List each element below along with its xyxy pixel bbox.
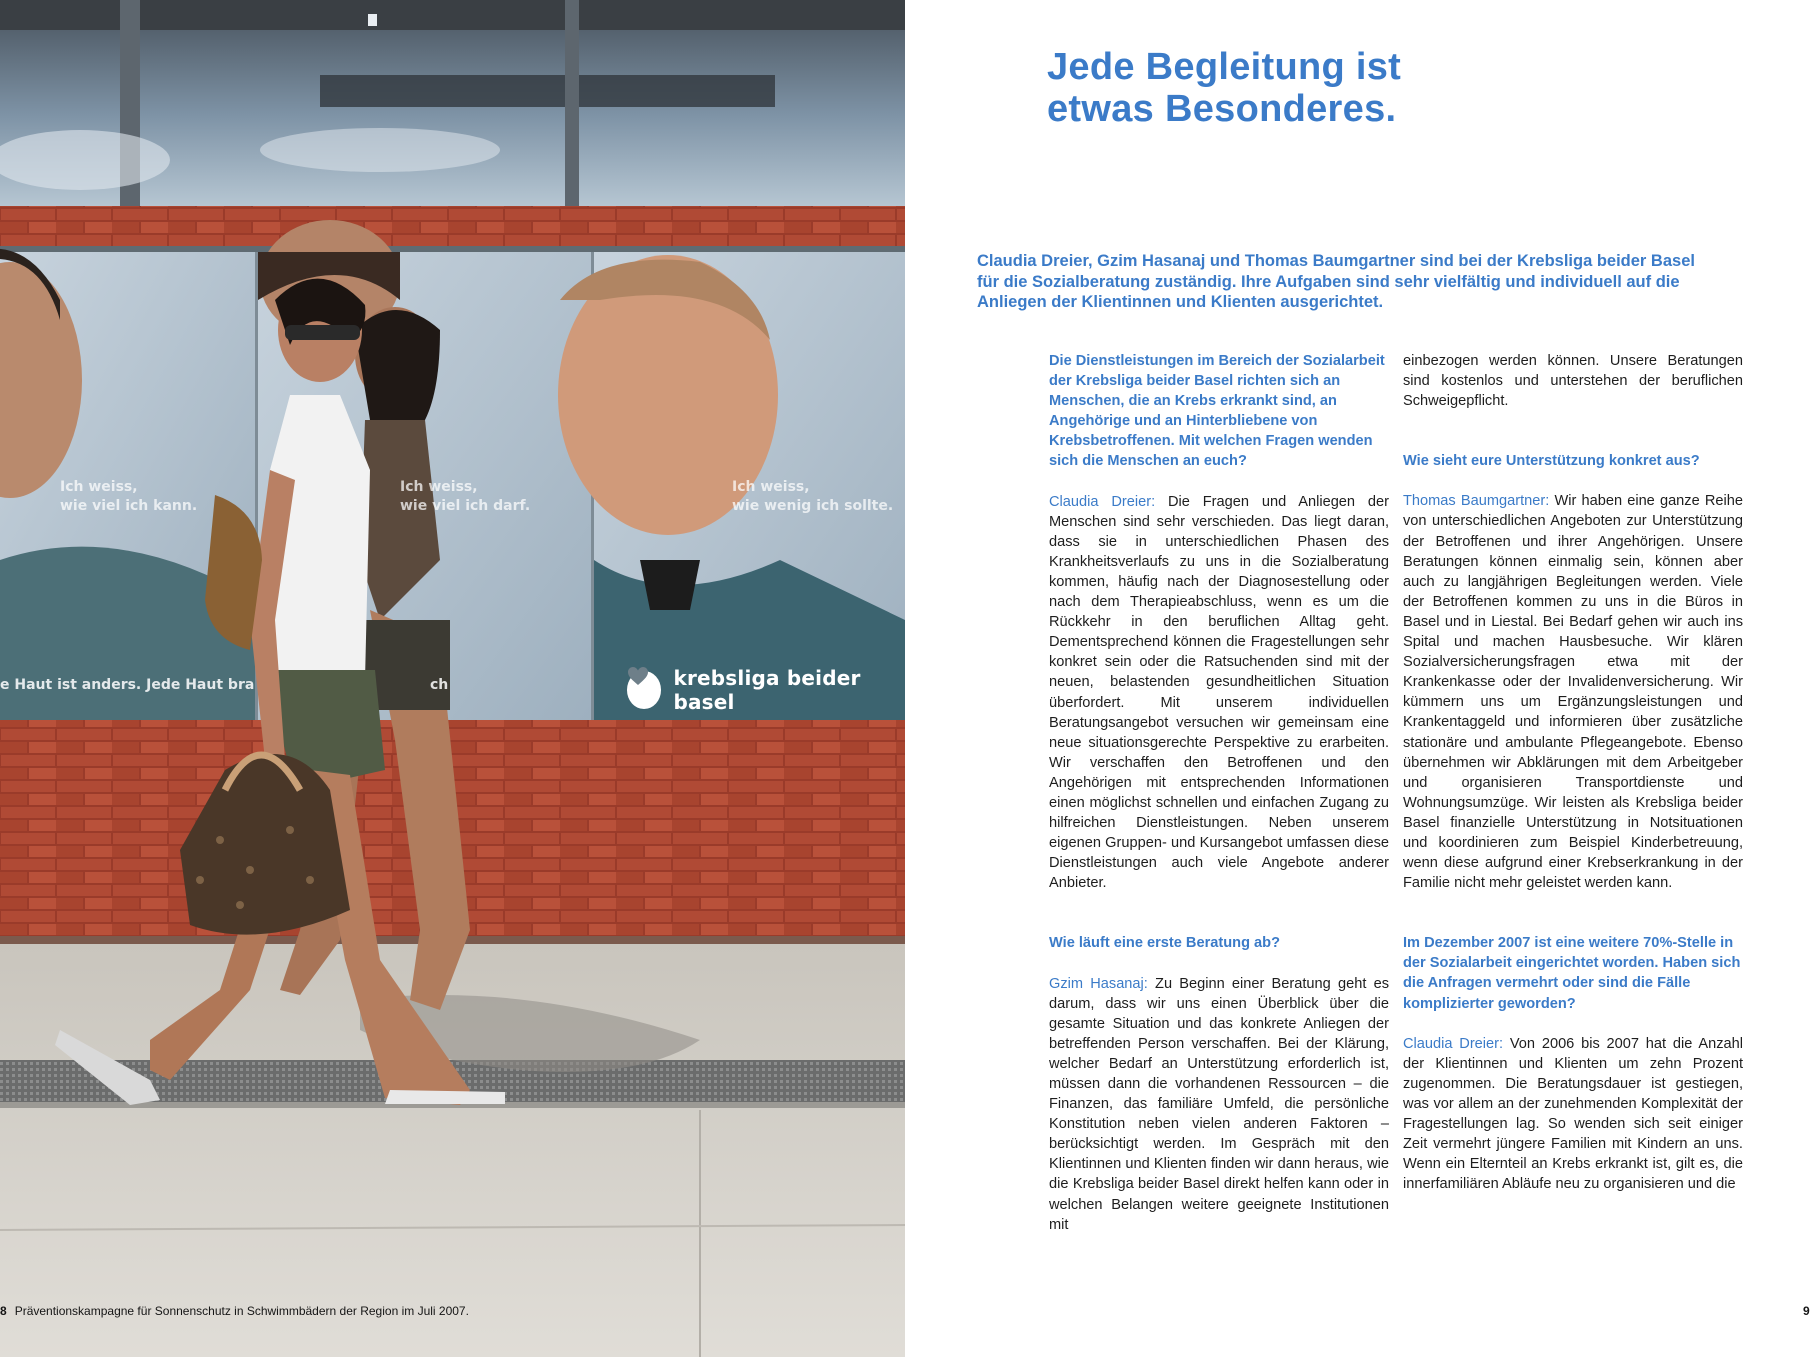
speaker-name: Claudia Dreier: — [1049, 493, 1156, 510]
answer-text: Wir haben eine ganze Reihe von unterschiedlichen Angeboten zur Unterstützung der Betroffenen und ihrer Angehörigen. Unsere Beratungen können einmalig sein, können aber auch zu langjährigen Begleitungen werden. Viele der Betroffenen kommen zu uns in die Büros in Basel und in Liestal. Bei Bedarf gehen wir auch ins Spital und machen Hausbesuche. Wir klären Sozialversicherungsfragen etwa mit der Krankenkasse oder der Invalidenversicherung. Wir kümmern uns um Ergänzungsleistungen und Krankentaggeld und informieren über zusätzliche stationäre und ambulante Pflegeangebote. Ebenso übernehmen wir Abklärungen mit dem Arbeitgeber und organisieren Transportdienste und Wohnungsumzüge. Wir leisten als Krebsliga beider Basel finanzielle Unterstützung in Notsituationen und koordinieren zum Beispiel Kinderbetreuung, wenn diese aufgrund einer Krebserkrankung in der Familie nicht mehr geleistet werden kann. — [1403, 493, 1743, 892]
answer-4 — [1403, 1034, 1743, 1195]
poster-slogan-3: Ich weiss, wie wenig ich sollte. — [732, 479, 894, 514]
caption-text: Präventionskampagne für Sonnenschutz in Schwimmbädern der Region im Juli 2007. — [14, 1304, 469, 1318]
photo-caption — [0, 1304, 469, 1318]
answer-2-continued: einbezogen werden können. Unsere Beratungen sind kostenlos und unterstehen der beruflichen Schweigepflicht. — [1403, 353, 1743, 410]
page-number-right: 9 — [1803, 1304, 1810, 1318]
question-1: Die Dienstleistungen im Bereich der Sozialarbeit der Krebsliga beider Basel richten sich an Menschen, die an Krebs erkrankt sind, an Angehörige und an Hinterbliebene von Krebsbetroffenen. Mit welchen Fragen wenden sich die Menschen an euch? — [1049, 353, 1385, 470]
title-line-2: etwas Besonderes. — [1047, 88, 1397, 130]
poster-slogan-1: Ich weiss, wie viel ich kann. — [60, 479, 198, 514]
heart-logo-icon — [627, 671, 661, 709]
speaker-name: Thomas Baumgartner: — [1403, 493, 1550, 510]
answer-text: Die Fragen und Anliegen der Menschen sind sehr verschieden. Das liegt daran, dass sie in unterschiedlichen Phasen des Krankheitsverlaufs zu uns in die Sozialberatung kommen, häufig nach der Diagnosestellung oder nach dem Therapieabschluss, wenn es um die Rückkehr in den beruflichen Alltag geht. Dementsprechend können die Fragestellungen sehr konkret sein oder die Ratsuchenden sind mit der neuen, belastenden gesundheitlichen Situation überfordert. Mit unserem individuellen Beratungsangebot versuchen wir gemeinsam eine neue situationsgerechte Perspektive zu erarbeiten. Wir verschaffen den Betroffenen und den Angehörigen mit entsprechenden Informationen einen möglichst schnellen und einfachen Zugang zu hilfreichen Dienstleistungen. Neben unserem eigenen Gruppen- und Kursangebot umfassen diese Dienstleistungen auch viele Angebote anderer Anbieter. — [1049, 493, 1389, 892]
poster-slogan-2: Ich weiss, wie viel ich darf. — [400, 479, 531, 514]
lead-paragraph: Claudia Dreier, Gzim Hasanaj und Thomas Baumgartner sind bei der Krebsliga beider Basel für die Sozialberatung zuständig. Ihre Aufgaben sind sehr vielfältig und individuell auf die Anliegen der Klientinnen und Klienten ausgerichtet. — [977, 252, 1695, 311]
title-line-1: Jede Begleitung ist — [1047, 46, 1402, 88]
text-column-left — [1049, 351, 1389, 1235]
speaker-name: Gzim Hasanaj: — [1049, 975, 1148, 992]
text-column-right — [1403, 351, 1743, 1194]
answer-3 — [1403, 491, 1743, 893]
logo-wordmark: krebsliga beider basel — [673, 666, 861, 714]
poster-band-text-left: e Haut ist anders. Jede Haut bra — [0, 677, 255, 693]
krebsliga-logo — [627, 666, 905, 714]
answer-text: Zu Beginn einer Beratung geht es darum, dass wir uns einen Überblick über die gesamte Situation und das konkrete Anliegen der betreffenden Person verschaffen. Bei der Klärung, welcher Bedarf an Unterstützung erforderlich ist, müssen dann die vorhandenen Ressourcen – die Finanzen, das familiäre Umfeld, die persönliche Konstitution neben vielen anderen Faktoren – berücksichtigt werden. Im Gespräch mit den Klientinnen und Klienten finden wir dann heraus, wie die Krebsliga beider Basel direkt helfen kann oder in welchen Belangen weitere geeignete Institutionen mit — [1049, 975, 1389, 1233]
answer-text: Von 2006 bis 2007 hat die Anzahl der Klientinnen und Klienten um zehn Prozent zugenommen. Die Beratungsdauer ist gestiegen, was vor allem an der zunehmenden Komplexität der Fragestellungen lag. So wenden sich seit einiger Zeit vermehrt jüngere Familien mit Kindern an uns. Wenn ein Elternteil an Krebs erkrankt ist, gilt es, die innerfamiliären Abläufe neu zu organisieren und die — [1403, 1035, 1743, 1193]
speaker-name: Claudia Dreier: — [1403, 1035, 1504, 1052]
question-2: Wie läuft eine erste Beratung ab? — [1049, 935, 1280, 952]
answer-1 — [1049, 492, 1389, 894]
question-4: Im Dezember 2007 ist eine weitere 70%-Stelle in der Sozialarbeit eingerichtet worden. Haben sich die Anfragen vermehrt oder sind die Fälle komplizierter geworden? — [1403, 935, 1741, 1012]
answer-2 — [1049, 974, 1389, 1235]
page-title — [1047, 46, 1401, 130]
page-number-left: 8 — [0, 1304, 7, 1318]
question-3: Wie sieht eure Unterstützung konkret aus? — [1403, 453, 1700, 470]
poster-band-text-mid: ch — [430, 677, 449, 693]
